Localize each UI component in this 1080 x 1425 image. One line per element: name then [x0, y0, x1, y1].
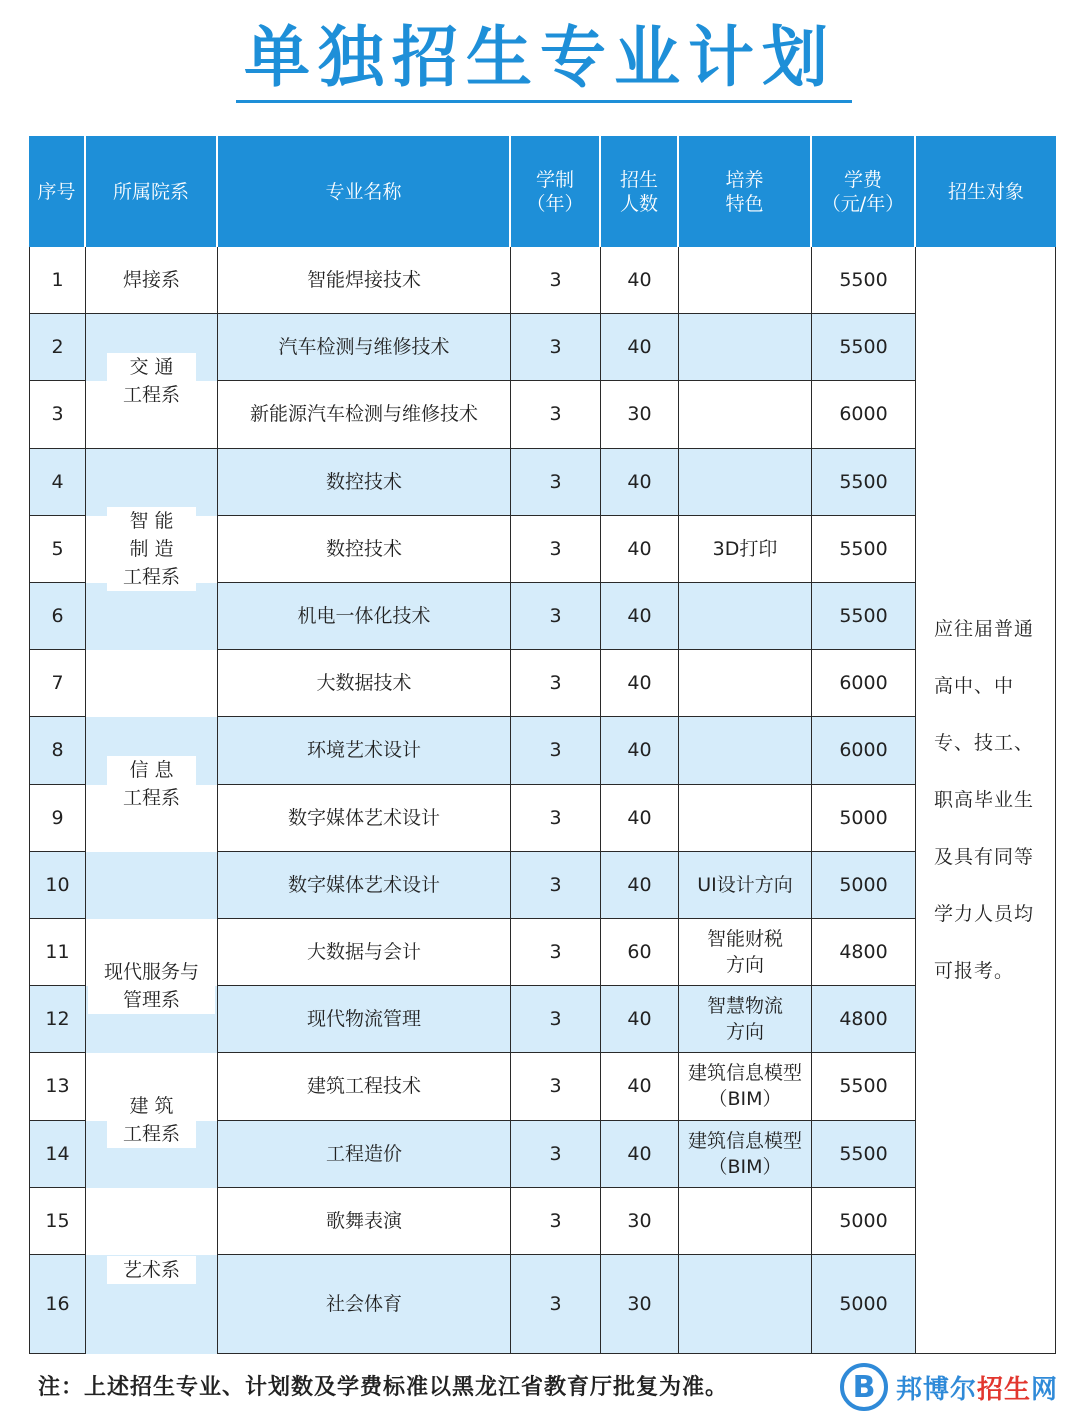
header-feature: 培养 特色 [679, 136, 812, 247]
tuition-fee: 5500 [812, 314, 916, 381]
enroll-count: 40 [601, 717, 679, 784]
study-years: 3 [511, 381, 601, 448]
row-number: 13 [29, 1053, 86, 1120]
study-years: 3 [511, 717, 601, 784]
training-feature [679, 381, 812, 448]
department-name: 交 通 工程系 [107, 353, 196, 409]
major-name: 新能源汽车检测与维修技术 [218, 381, 511, 448]
row-stripe [86, 449, 217, 516]
tuition-fee: 5500 [812, 247, 916, 314]
row-number: 4 [29, 449, 86, 516]
major-name: 大数据与会计 [218, 919, 511, 986]
major-name: 汽车检测与维修技术 [218, 314, 511, 381]
enroll-count: 40 [601, 516, 679, 583]
row-number: 16 [29, 1255, 86, 1354]
enroll-count: 40 [601, 1053, 679, 1120]
training-feature: 建筑信息模型 （BIM） [679, 1053, 812, 1120]
enroll-count: 40 [601, 785, 679, 852]
row-number: 10 [29, 852, 86, 919]
training-feature: 3D打印 [679, 516, 812, 583]
header-fee: 学费 （元/年） [812, 136, 916, 247]
training-feature [679, 583, 812, 650]
header-years: 学制 （年） [511, 136, 601, 247]
row-number: 14 [29, 1121, 86, 1188]
enroll-count: 40 [601, 1121, 679, 1188]
enroll-count: 40 [601, 449, 679, 516]
enroll-count: 40 [601, 583, 679, 650]
department-name: 建 筑 工程系 [107, 1092, 196, 1148]
training-feature [679, 314, 812, 381]
row-number: 5 [29, 516, 86, 583]
tuition-fee: 6000 [812, 650, 916, 717]
row-number: 8 [29, 717, 86, 784]
tuition-fee: 6000 [812, 381, 916, 448]
major-name: 数字媒体艺术设计 [218, 785, 511, 852]
department-cell [86, 247, 218, 314]
study-years: 3 [511, 785, 601, 852]
tuition-fee: 6000 [812, 717, 916, 784]
enroll-count: 40 [601, 247, 679, 314]
training-feature [679, 785, 812, 852]
target-cell [916, 247, 1056, 1354]
major-name: 机电一体化技术 [218, 583, 511, 650]
training-feature [679, 449, 812, 516]
major-name: 现代物流管理 [218, 986, 511, 1053]
training-feature [679, 1255, 812, 1354]
enroll-count: 30 [601, 1188, 679, 1255]
row-stripe [86, 583, 217, 650]
training-feature: 建筑信息模型 （BIM） [679, 1121, 812, 1188]
training-feature [679, 247, 812, 314]
row-number: 11 [29, 919, 86, 986]
department-name: 艺术系 [107, 1256, 196, 1284]
header-department: 所属院系 [86, 136, 218, 247]
major-name: 歌舞表演 [218, 1188, 511, 1255]
study-years: 3 [511, 986, 601, 1053]
training-feature: UI设计方向 [679, 852, 812, 919]
study-years: 3 [511, 1121, 601, 1188]
enroll-count: 30 [601, 381, 679, 448]
department-cell [86, 314, 218, 448]
enroll-count: 30 [601, 1255, 679, 1354]
department-name: 信 息 工程系 [107, 756, 196, 812]
study-years: 3 [511, 1255, 601, 1354]
major-name: 数控技术 [218, 516, 511, 583]
study-years: 3 [511, 650, 601, 717]
tuition-fee: 4800 [812, 986, 916, 1053]
logo-b-icon: B [840, 1363, 888, 1411]
study-years: 3 [511, 1053, 601, 1120]
tuition-fee: 5500 [812, 1053, 916, 1120]
major-name: 建筑工程技术 [218, 1053, 511, 1120]
footnote: 注：上述招生专业、计划数及学费标准以黑龙江省教育厅批复为准。 [38, 1374, 729, 1400]
row-number: 7 [29, 650, 86, 717]
department-name: 智 能 制 造 工程系 [107, 507, 196, 591]
department-name: 焊接系 [107, 266, 196, 294]
department-cell [86, 449, 218, 651]
study-years: 3 [511, 583, 601, 650]
major-name: 大数据技术 [218, 650, 511, 717]
study-years: 3 [511, 1188, 601, 1255]
target-text: 应往届普通高中、中专、技工、职高毕业生及具有同等学力人员均可报考。 [934, 617, 1035, 982]
tuition-fee: 5000 [812, 1188, 916, 1255]
major-name: 数控技术 [218, 449, 511, 516]
enroll-count: 40 [601, 986, 679, 1053]
training-feature [679, 1188, 812, 1255]
tuition-fee: 5000 [812, 785, 916, 852]
enroll-count: 40 [601, 314, 679, 381]
tuition-fee: 5500 [812, 583, 916, 650]
enroll-count: 60 [601, 919, 679, 986]
tuition-fee: 4800 [812, 919, 916, 986]
training-feature [679, 717, 812, 784]
tuition-fee: 5000 [812, 852, 916, 919]
tuition-fee: 5500 [812, 1121, 916, 1188]
row-number: 15 [29, 1188, 86, 1255]
row-number: 9 [29, 785, 86, 852]
header-major: 专业名称 [218, 136, 511, 247]
row-number: 1 [29, 247, 86, 314]
major-name: 环境艺术设计 [218, 717, 511, 784]
department-cell [86, 650, 218, 919]
title-underline [236, 100, 852, 103]
row-number: 2 [29, 314, 86, 381]
site-logo[interactable] [822, 1358, 1072, 1416]
row-number: 3 [29, 381, 86, 448]
page-title: 单独招生专业计划 [244, 19, 836, 96]
enroll-count: 40 [601, 852, 679, 919]
row-stripe [86, 852, 217, 919]
department-name: 现代服务与 管理系 [88, 958, 215, 1014]
header-target: 招生对象 [916, 136, 1056, 247]
study-years: 3 [511, 516, 601, 583]
tuition-fee: 5500 [812, 449, 916, 516]
department-cell [86, 1053, 218, 1187]
tuition-fee: 5000 [812, 1255, 916, 1354]
study-years: 3 [511, 919, 601, 986]
training-feature [679, 650, 812, 717]
study-years: 3 [511, 449, 601, 516]
enroll-count: 40 [601, 650, 679, 717]
study-years: 3 [511, 852, 601, 919]
major-name: 数字媒体艺术设计 [218, 852, 511, 919]
major-name: 工程造价 [218, 1121, 511, 1188]
study-years: 3 [511, 314, 601, 381]
department-cell [86, 1188, 218, 1354]
department-cell [86, 919, 218, 1053]
row-number: 6 [29, 583, 86, 650]
training-feature: 智慧物流 方向 [679, 986, 812, 1053]
study-years: 3 [511, 247, 601, 314]
header-count: 招生 人数 [601, 136, 679, 247]
logo-text: 邦博尔招生网 [896, 1374, 1059, 1405]
major-name: 智能焊接技术 [218, 247, 511, 314]
row-number: 12 [29, 986, 86, 1053]
header-no: 序号 [29, 136, 86, 247]
tuition-fee: 5500 [812, 516, 916, 583]
enrollment-table [29, 136, 1056, 1357]
training-feature: 智能财税 方向 [679, 919, 812, 986]
major-name: 社会体育 [218, 1255, 511, 1354]
